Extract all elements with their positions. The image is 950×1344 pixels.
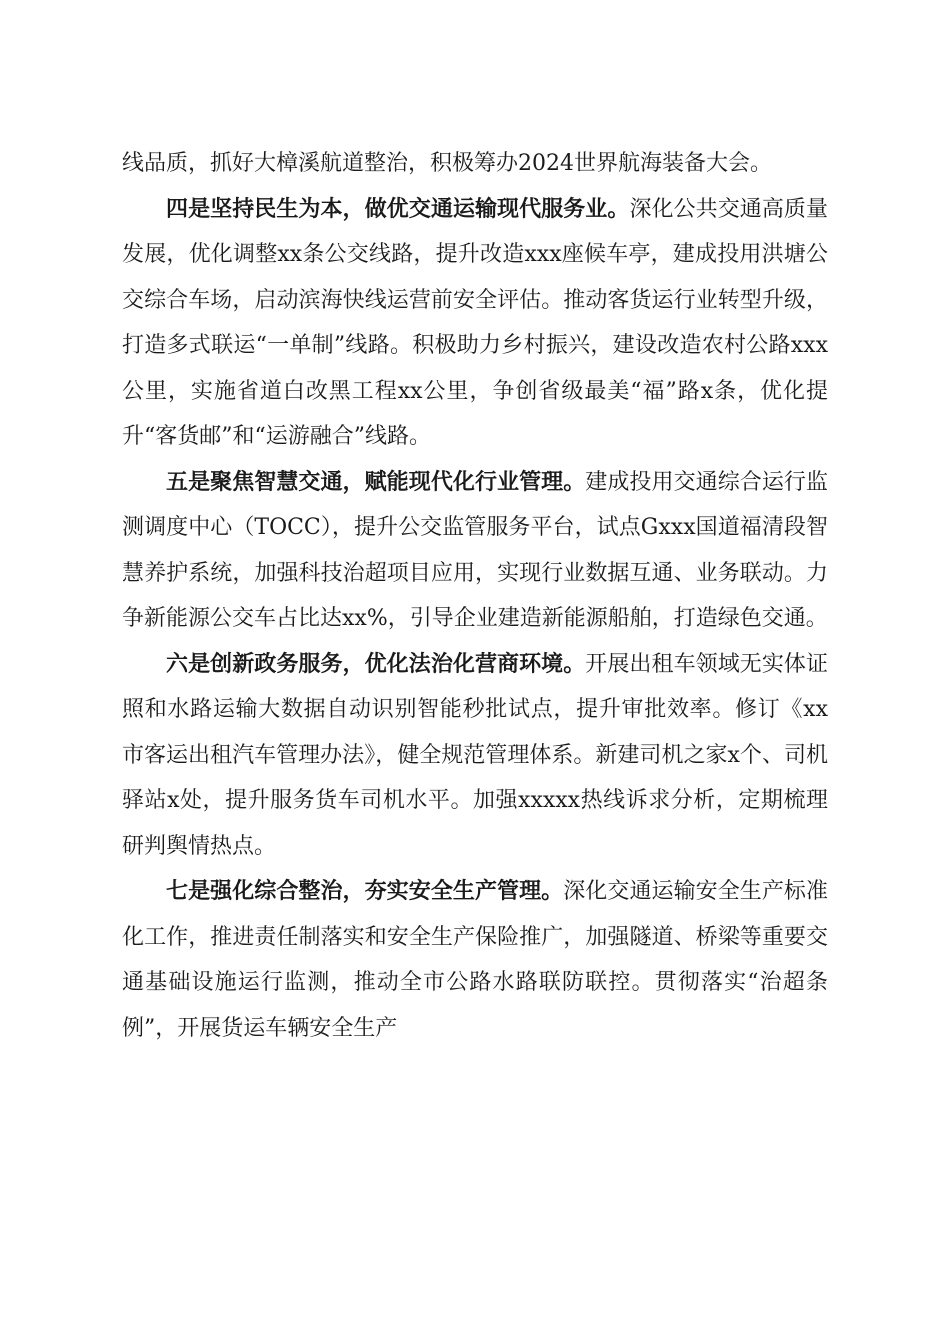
- paragraph-heading: 七是强化综合整治，夯实安全生产管理。: [166, 878, 564, 904]
- paragraph-text: 深化交通运输安全生产标准化工作，推进责任制落实和安全生产保险推广，加强隧道、桥梁等重要交通基础设施运行监测，推动全市公路水路联防联控。贯彻落实“治超条例”，开展货运车辆安全生产: [122, 879, 828, 1041]
- paragraph-text: 开展出租车领域无实体证照和水路运输大数据自动识别智能秒批试点，提升审批效率。修订《xx市客运出租汽车管理办法》，健全规范管理体系。新建司机之家x个、司机驿站x处，提升服务货车司机水平。加强xxxxx热线诉求分析，定期梳理研判舆情热点。: [122, 651, 828, 859]
- paragraph-item-4: [122, 187, 828, 460]
- paragraph-text: 建成投用交通综合运行监测调度中心（TOCC），提升公交监管服务平台，试点Gxxx国道福清段智慧养护系统，加强科技治超项目应用，实现行业数据互通、业务联动。力争新能源公交车占比达xx%，引导企业建造新能源船舶，打造绿色交通。: [122, 469, 828, 631]
- paragraph-text: 线品质，抓好大樟溪航道整治，积极筹办2024世界航海装备大会。: [122, 151, 772, 176]
- paragraph-heading: 四是坚持民生为本，做优交通运输现代服务业。: [166, 195, 630, 222]
- paragraph-item-6: [122, 642, 828, 870]
- paragraph-heading: 五是聚焦智慧交通，赋能现代化行业管理。: [166, 468, 586, 495]
- document-body: [122, 141, 828, 1051]
- paragraph-item-5: [122, 460, 828, 642]
- paragraph-item-7: [122, 869, 828, 1051]
- paragraph-continuation: [122, 141, 828, 187]
- paragraph-heading: 六是创新政务服务，优化法治化营商环境。: [166, 650, 586, 677]
- paragraph-text: 深化公共交通高质量发展，优化调整xx条公交线路，提升改造xxx座候车亭，建成投用洪塘公交综合车场，启动滨海快线运营前安全评估。推动客货运行业转型升级，打造多式联运“一单制”线路。积极助力乡村振兴，建设改造农村公路xxx公里，实施省道白改黑工程xx公里，争创省级最美“福”路x条，优化提升“客货邮”和“运游融合”线路。: [122, 196, 828, 449]
